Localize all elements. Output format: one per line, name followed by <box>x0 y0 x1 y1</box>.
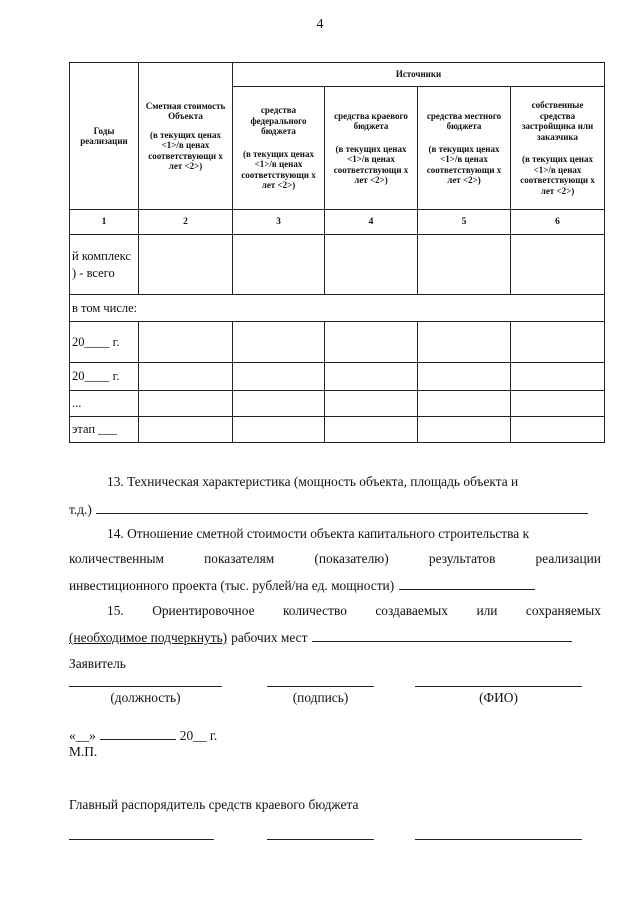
position-caption: (должность) <box>110 690 181 705</box>
table-cell[interactable] <box>325 322 418 363</box>
header-cost-note: (в текущих ценах <1>/в ценах соответствующи х лет <2>) <box>148 129 223 171</box>
header-regional-label: средства краевого бюджета <box>334 110 408 131</box>
table-cell[interactable] <box>511 363 605 391</box>
stamp-label: М.П. <box>69 744 98 759</box>
chief-label: Главный распорядитель средств краевого бюджета <box>69 797 359 812</box>
item14-line1: 14. Отношение сметной стоимости объекта капитального строительства к <box>107 526 530 541</box>
table-row <box>70 295 605 322</box>
row-label-year1: 20____ г. <box>70 322 139 363</box>
date-year: 20__ г. <box>179 728 218 743</box>
table-cell[interactable] <box>325 417 418 443</box>
table-cell[interactable] <box>418 417 511 443</box>
column-number-6: 6 <box>511 210 605 235</box>
table-cell[interactable] <box>233 417 325 443</box>
item15-underlined-note: (необходимое подчеркнуть) <box>69 630 228 645</box>
table-cell[interactable] <box>233 391 325 417</box>
row-label-year2: 20____ г. <box>70 363 139 391</box>
applicant-label: Заявитель <box>69 656 126 671</box>
table-cell[interactable] <box>139 391 233 417</box>
header-federal-label: средства федерального бюджета <box>250 105 307 137</box>
signature-caption: (подпись) <box>292 690 349 705</box>
date-day: «__» <box>69 728 96 743</box>
header-cost <box>139 63 233 210</box>
item15-word: сохраняемых <box>525 603 601 618</box>
table-cell[interactable] <box>511 235 605 295</box>
item14-word: (показателю) <box>314 551 389 566</box>
date-line <box>69 727 217 744</box>
header-cost-title: Сметная стоимость Объекта <box>145 100 226 121</box>
row-label-including: в том числе: <box>70 295 605 322</box>
table-row <box>70 322 605 363</box>
item14-word: количественным <box>69 551 164 566</box>
table-cell[interactable] <box>139 363 233 391</box>
table-cell[interactable] <box>418 235 511 295</box>
header-sources: Источники <box>233 63 605 87</box>
signature-line[interactable] <box>267 686 374 687</box>
table-cell[interactable] <box>325 235 418 295</box>
item13-line1: 13. Техническая характеристика (мощность объекта, площадь объекта и <box>107 474 519 489</box>
item13-line2-text: т.д.) <box>69 502 92 517</box>
column-number-5: 5 <box>418 210 511 235</box>
page-number: 4 <box>316 17 324 32</box>
table-cell[interactable] <box>325 363 418 391</box>
position-line[interactable] <box>69 686 222 687</box>
table-cell[interactable] <box>511 417 605 443</box>
row-label-ellipsis: ... <box>70 391 139 417</box>
table-row <box>70 417 605 443</box>
item15-word: количество <box>282 603 347 618</box>
table-cell[interactable] <box>139 417 233 443</box>
item14-line2 <box>69 551 601 567</box>
header-local-label: средства местного бюджета <box>426 110 502 131</box>
table-cell[interactable] <box>233 363 325 391</box>
item15-rest: рабочих мест <box>231 630 308 645</box>
item14-input-line[interactable] <box>399 577 535 590</box>
table-cell[interactable] <box>511 391 605 417</box>
column-number-2: 2 <box>139 210 233 235</box>
item13-input-line[interactable] <box>96 501 588 514</box>
row-label-complex: й комплекс ) - всего <box>70 235 139 295</box>
table-cell[interactable] <box>418 391 511 417</box>
item14-word: результатов <box>428 551 496 566</box>
table-cell[interactable] <box>139 235 233 295</box>
item15-line1 <box>107 603 601 619</box>
table-cell[interactable] <box>233 322 325 363</box>
header-local-note: (в текущих ценах <1>/в ценах соответствующи х лет <2>) <box>426 143 502 185</box>
item14-word: реализации <box>535 551 601 566</box>
chief-position-line[interactable] <box>69 839 214 840</box>
item14-word: показателям <box>204 551 275 566</box>
header-local <box>418 87 511 210</box>
table-cell[interactable] <box>511 322 605 363</box>
item15-word: Ориентировочное <box>152 603 255 618</box>
financing-table <box>69 62 605 443</box>
header-federal-note: (в текущих ценах <1>/в ценах соответствующи х лет <2>) <box>241 148 316 191</box>
fio-caption: (ФИО) <box>479 690 518 705</box>
date-month-input[interactable] <box>100 727 176 740</box>
fio-line[interactable] <box>415 686 582 687</box>
item15-word: создаваемых <box>375 603 448 618</box>
item14-line3 <box>69 577 535 594</box>
header-own-label: собственные средства застройщика или заказчика <box>521 100 594 142</box>
header-federal <box>233 87 325 210</box>
item14-line3-text: инвестиционного проекта (тыс. рублей/на ед. мощности) <box>69 578 395 593</box>
table-cell[interactable] <box>233 235 325 295</box>
table-cell[interactable] <box>418 363 511 391</box>
header-own-note: (в текущих ценах <1>/в ценах соответствующи х лет <2>) <box>520 154 595 196</box>
column-number-1: 1 <box>70 210 139 235</box>
table-cell[interactable] <box>325 391 418 417</box>
item15-word: 15. <box>107 603 124 618</box>
header-regional-note: (в текущих ценах <1>/в ценах соответствующи х лет <2>) <box>333 143 409 185</box>
item15-line2 <box>69 629 572 646</box>
column-number-3: 3 <box>233 210 325 235</box>
table-row <box>70 235 605 295</box>
header-regional <box>325 87 418 210</box>
table-cell[interactable] <box>418 322 511 363</box>
row-label-stage: этап ___ <box>70 417 139 443</box>
header-own <box>511 87 605 210</box>
chief-signature-line[interactable] <box>267 839 374 840</box>
table-row <box>70 363 605 391</box>
item15-input-line[interactable] <box>312 629 572 642</box>
column-number-4: 4 <box>325 210 418 235</box>
table-cell[interactable] <box>139 322 233 363</box>
chief-fio-line[interactable] <box>415 839 582 840</box>
table-row <box>70 391 605 417</box>
item15-word: или <box>476 603 498 618</box>
item13-line2 <box>69 501 588 518</box>
header-years: Годы реализации <box>70 63 139 210</box>
